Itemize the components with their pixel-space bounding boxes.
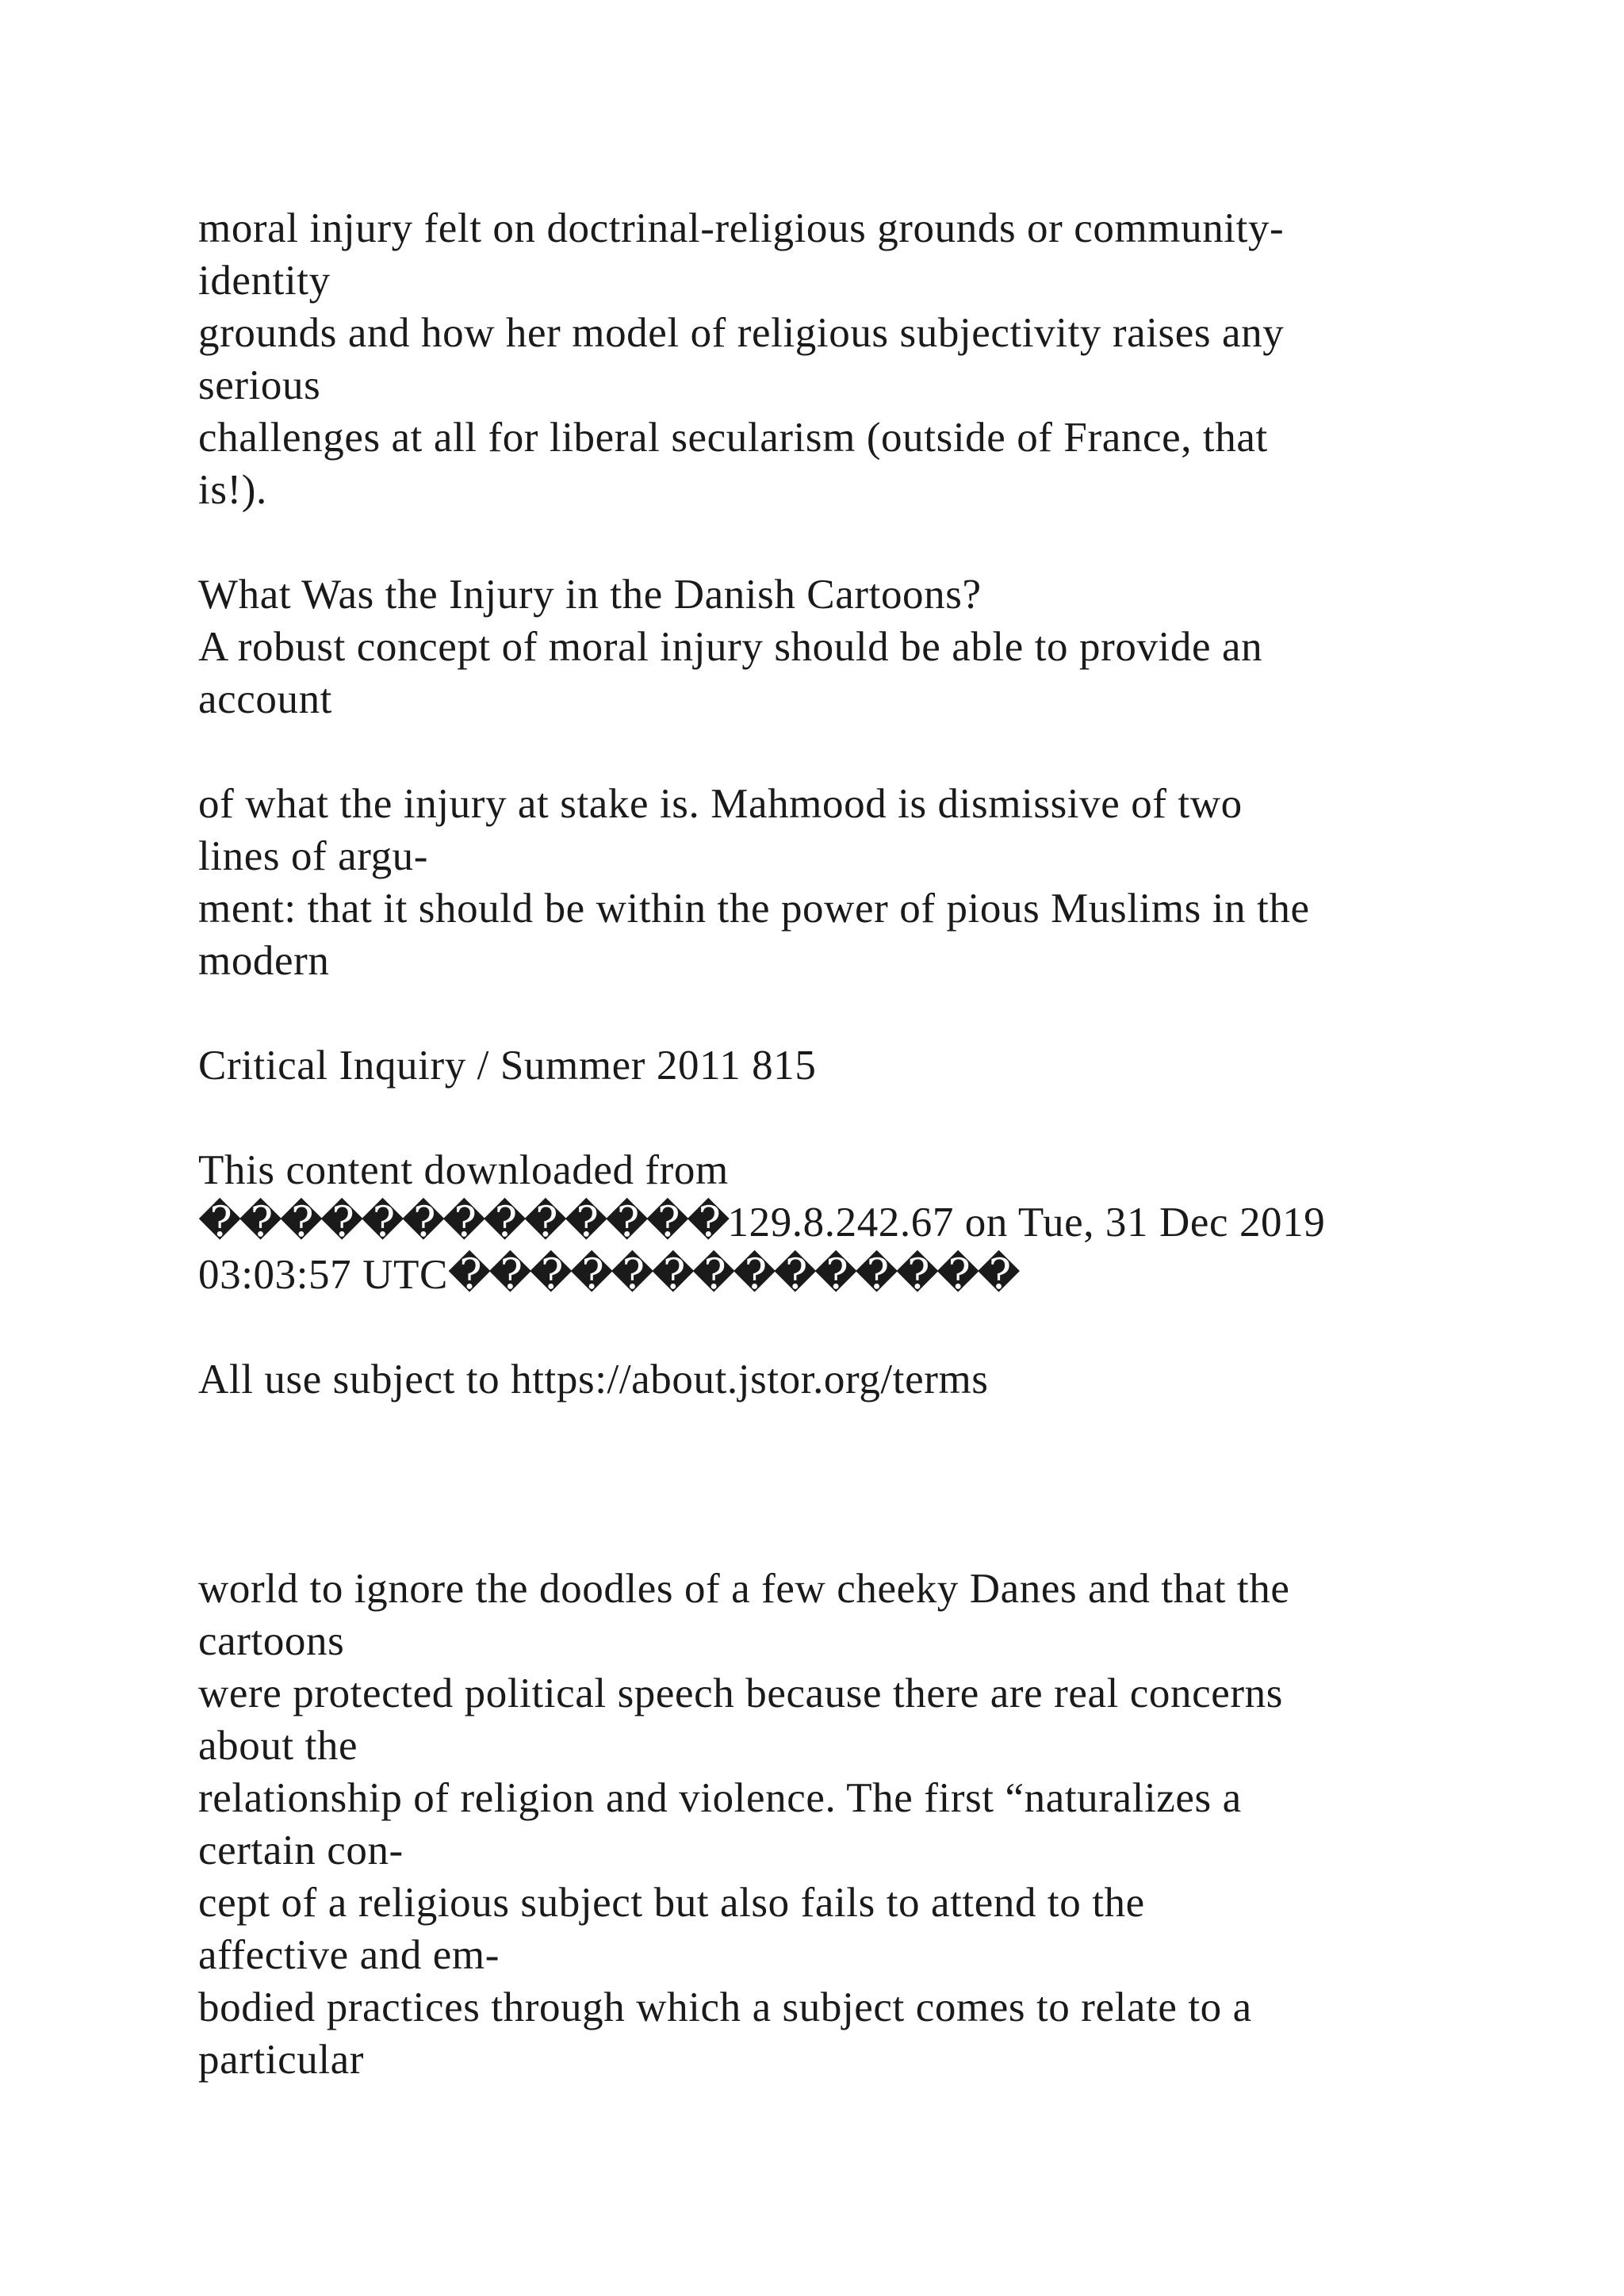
page-footer: Critical Inquiry / Summer 2011 815 [198, 1043, 817, 1089]
download-notice-line [198, 1254, 1018, 1296]
text-line: is!). [198, 467, 267, 513]
text-line: account [198, 676, 332, 722]
text-line: grounds and how her model of religious subjectivity raises any [198, 310, 1285, 356]
section-heading: What Was the Injury in the Danish Cartoons? [198, 572, 982, 618]
text-line: identity [198, 258, 331, 304]
download-notice-line: This content downloaded from [198, 1147, 729, 1193]
text-line: challenges at all for liberal secularism (outside of France, that [198, 415, 1268, 461]
text-line: of what the injury at stake is. Mahmood is dismissive of two [198, 781, 1243, 827]
download-notice-text: 129.8.242.67 on Tue, 31 Dec 2019 [727, 1200, 1326, 1246]
text-line: particular [198, 2037, 365, 2083]
text-line: serious [198, 362, 321, 408]
terms-line: All use subject to https://about.jstor.org/terms [198, 1357, 989, 1402]
text-line: bodied practices through which a subject comes to relate to a [198, 1984, 1252, 2030]
text-line: ment: that it should be within the power of pious Muslims in the [198, 886, 1310, 932]
text-line: relationship of religion and violence. The first “naturalizes a [198, 1775, 1242, 1821]
text-line: modern [198, 938, 330, 984]
text-line: world to ignore the doodles of a few cheeky Danes and that the [198, 1566, 1290, 1612]
text-line: cartoons [198, 1618, 345, 1664]
text-line: lines of argu- [198, 833, 429, 879]
download-notice-text: 03:03:57 UTC [198, 1252, 448, 1298]
replacement-glyphs: ������������� [198, 1200, 728, 1246]
text-line: affective and em- [198, 1932, 500, 1978]
replacement-glyphs: �������������� [447, 1252, 1018, 1298]
download-notice-line [198, 1202, 1325, 1244]
text-line: were protected political speech because there are real concerns [198, 1670, 1283, 1716]
text-line: cept of a religious subject but also fails to attend to the [198, 1880, 1145, 1926]
text-line: certain con- [198, 1827, 404, 1873]
text-line: about the [198, 1723, 358, 1769]
text-line: moral injury felt on doctrinal-religious grounds or community- [198, 205, 1285, 251]
text-line: A robust concept of moral injury should be able to provide an [198, 624, 1263, 670]
